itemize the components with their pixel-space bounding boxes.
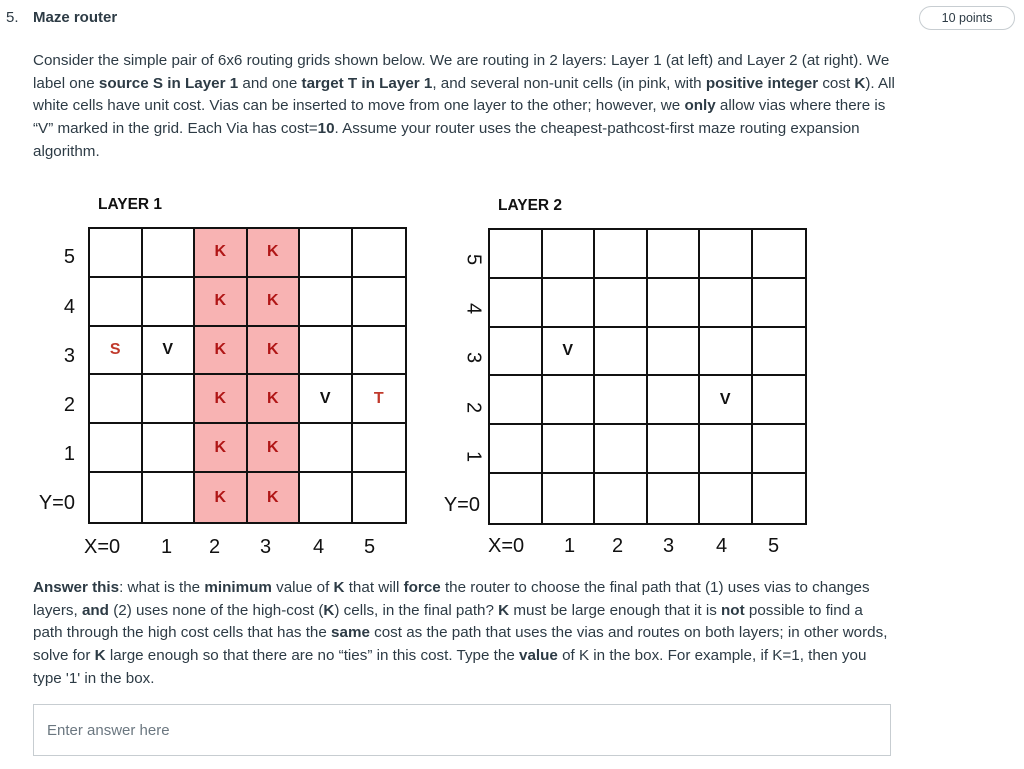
layer2-cell (753, 279, 806, 328)
layer2-x-label: 5 (768, 535, 780, 557)
layer2-x-label: 3 (663, 535, 675, 557)
layer2-cell (543, 230, 596, 279)
layer1-cell: K (248, 229, 301, 278)
layer1-cell (90, 473, 143, 522)
layer1-cell: K (248, 424, 301, 473)
layer1-grid (88, 227, 407, 524)
layer1-y-label: 3 (63, 345, 75, 367)
layer1-y-label: Y=0 (38, 492, 75, 514)
question-title: Maze router (33, 9, 118, 26)
layer1-cell: K (195, 229, 248, 278)
layer2-cell (543, 376, 596, 425)
layer1-cell: T (353, 375, 406, 424)
points-badge: 10 points (919, 6, 1015, 30)
layer2-cell (595, 279, 648, 328)
layer2-cell (595, 230, 648, 279)
question-intro: Consider the simple pair of 6x6 routing grids shown below. We are routing in 2 layers: Layer 1 (at left) and Layer 2 (at right). We label one source S in Layer 1 and one target T in Layer 1, and several non-unit cells (in pink, with positive integer cost K). All white cells have unit cost. Vias can be inserted to move from one layer to the other; however, we only allow vias where there is “V” marked in the grid. Each Via has cost=10. Assume your router uses the cheapest-pathcost-first maze routing expansion algorithm. (33, 52, 895, 160)
layer1-cell (353, 327, 406, 376)
layer2-cell (543, 279, 596, 328)
layer2-cell (543, 474, 596, 523)
layer2-cell (753, 376, 806, 425)
layer2-cell (490, 328, 543, 377)
layer1-cell: V (300, 375, 353, 424)
layer2-y-label: 3 (462, 351, 485, 364)
layer1-cell: S (90, 327, 143, 376)
layer2-y-label: Y=0 (443, 494, 480, 516)
layer1-cell: K (248, 473, 301, 522)
layer1-cell (90, 278, 143, 327)
layer2-title: LAYER 2 (498, 197, 563, 214)
layer2-cell (595, 328, 648, 377)
layer2-cell (700, 425, 753, 474)
layer1-cell (300, 229, 353, 278)
question-number: 5. (6, 9, 19, 26)
layer2-cell (648, 376, 701, 425)
layer1-cell (143, 375, 196, 424)
layer1-title: LAYER 1 (98, 196, 163, 213)
layer1-cell: K (195, 375, 248, 424)
layer1-x-label: 3 (260, 536, 272, 558)
layer1-cell: K (248, 327, 301, 376)
layer1-cell: K (195, 473, 248, 522)
layer2-cell (648, 279, 701, 328)
layer2-cell (700, 230, 753, 279)
layer2-cell (490, 376, 543, 425)
layer2-cell (543, 425, 596, 474)
layer2-y-label: 4 (462, 302, 485, 315)
layer2-cell (648, 425, 701, 474)
layer1-cell (300, 424, 353, 473)
layer2-cell (700, 474, 753, 523)
layer1-cell: K (195, 424, 248, 473)
layer1-cell: K (248, 278, 301, 327)
layer2-x-label: 4 (716, 535, 728, 557)
layer2-cell (700, 328, 753, 377)
layer2-cell (648, 328, 701, 377)
layer1-cell (353, 424, 406, 473)
layer2-x-label: X=0 (488, 535, 525, 557)
layer1-cell (300, 473, 353, 522)
layer2-cell (595, 376, 648, 425)
layer1-cell (90, 424, 143, 473)
layer1-y-label: 5 (63, 246, 75, 268)
layer2-cell (753, 474, 806, 523)
layer1-x-label: X=0 (84, 536, 121, 558)
answer-prompt: Answer this: what is the minimum value of K that will force the router to choose the final path that (1) uses vias to changes layers, and (2) uses none of the high-cost (K) cells, in the final path? K must be large enough that it is not possible to find a path through the high cost cells that has the same cost as the path that uses the vias and routes on both layers; in other words, solve for K large enough so that there are no “ties” in this cost. Type the value of K in the box. For example, if K=1, then you type '1' in the box. (33, 579, 888, 687)
layer2-y-label: 5 (462, 253, 485, 266)
answer-input[interactable] (33, 704, 891, 756)
layer2-x-label: 1 (564, 535, 576, 557)
layer1-cell: K (195, 327, 248, 376)
layer2-cell (595, 425, 648, 474)
layer1-x-label: 5 (364, 536, 376, 558)
layer2-cell (490, 230, 543, 279)
layer1-cell: V (143, 327, 196, 376)
layer2-cell: V (700, 376, 753, 425)
layer2-x-label: 2 (612, 535, 624, 557)
layer1-cell (300, 327, 353, 376)
layer1-cell (353, 278, 406, 327)
layer2-cell (753, 425, 806, 474)
layer1-cell: K (195, 278, 248, 327)
layer1-cell (143, 278, 196, 327)
layer2-cell (490, 279, 543, 328)
layer2-y-label: 2 (462, 401, 485, 414)
layer1-cell (143, 424, 196, 473)
layer2-cell (490, 474, 543, 523)
layer2-cell (595, 474, 648, 523)
layer1-cell (90, 375, 143, 424)
layer1-cell (143, 473, 196, 522)
layer2-y-label: 1 (462, 450, 485, 463)
layer1-cell (353, 229, 406, 278)
layer2-cell (753, 230, 806, 279)
layer2-cell (700, 279, 753, 328)
layer1-cell: K (248, 375, 301, 424)
layer2-cell (753, 328, 806, 377)
layer1-cell (300, 278, 353, 327)
layer1-x-label: 1 (161, 536, 173, 558)
layer1-y-label: 2 (63, 394, 75, 416)
layer2-grid (488, 228, 807, 525)
layer1-cell (143, 229, 196, 278)
layer1-x-label: 4 (313, 536, 325, 558)
layer2-cell (490, 425, 543, 474)
layer1-x-label: 2 (209, 536, 221, 558)
layer1-cell (353, 473, 406, 522)
layer2-cell (648, 474, 701, 523)
layer1-cell (90, 229, 143, 278)
layer2-cell (648, 230, 701, 279)
layer2-cell: V (543, 328, 596, 377)
layer1-y-label: 1 (63, 443, 75, 465)
layer1-y-label: 4 (63, 296, 75, 318)
